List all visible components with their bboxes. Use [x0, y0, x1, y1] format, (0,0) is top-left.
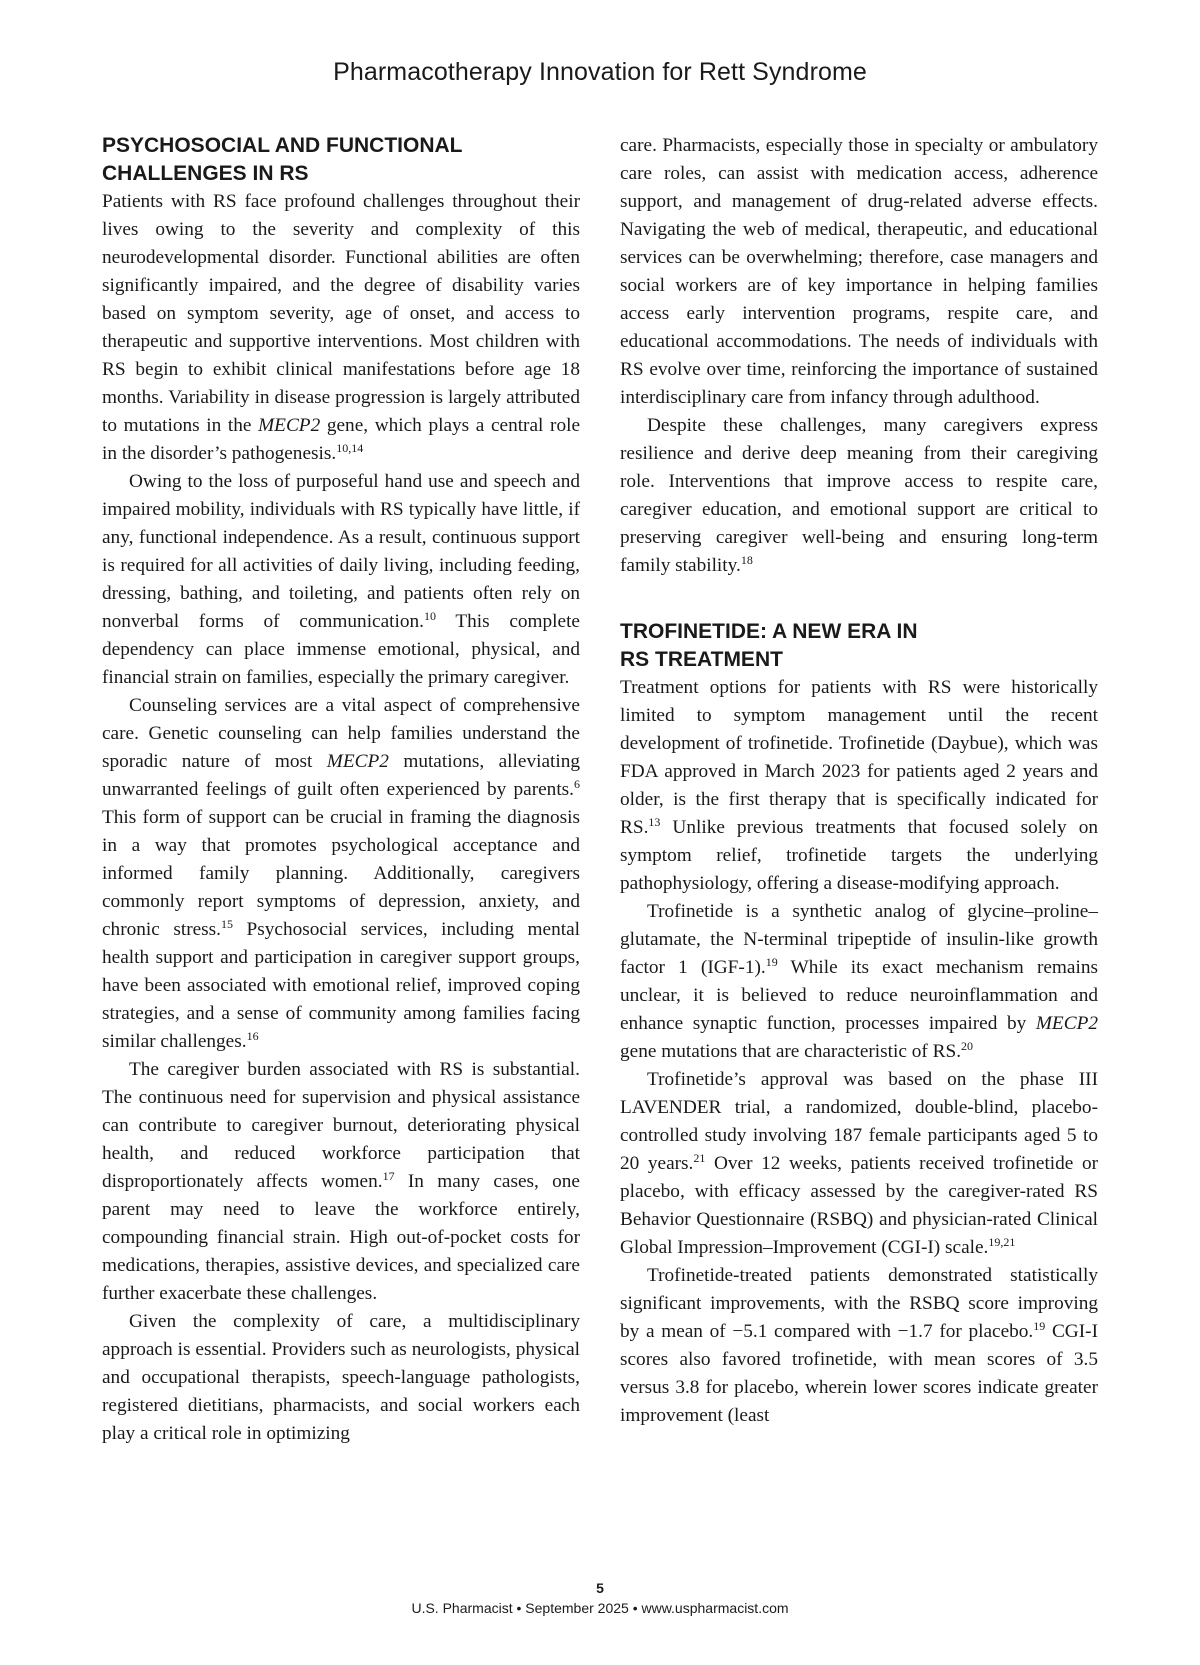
text-run: This form of support can be crucial in framing the diagnosis in a way that promotes psychological acceptance and informed family planning. Additionally, caregivers commonly report symptoms of depression, anxiety, and chronic stress.: [102, 807, 580, 940]
citation: 6: [574, 777, 580, 791]
section-heading-trofinetide: [620, 618, 1098, 674]
text-run: gene, which plays a central role in the disorder’s pathogenesis.: [102, 415, 580, 464]
page-number: 5: [596, 1580, 604, 1596]
paragraph: [620, 898, 1098, 1066]
text-run: Trofinetide-treated patients demonstrated statistically significant improvements, with the RSBQ score improving by a mean of −5.1 compared with −1.7 for placebo.: [620, 1265, 1098, 1342]
text-run: CGI-I scores also favored trofinetide, with mean scores of 3.5 versus 3.8 for placebo, wherein lower scores indicate greater improvement (least: [620, 1321, 1098, 1426]
gene-name: MECP2: [258, 415, 321, 436]
citation: 16: [246, 1029, 259, 1043]
text-run: Trofinetide is a synthetic analog of glycine–proline–glutamate, the N-terminal tripeptide of insulin-like growth factor 1 (IGF-1).: [620, 901, 1098, 978]
paragraph: [102, 468, 580, 692]
text-run: Patients with RS face profound challenges throughout their lives owing to the severity and complexity of this neurodevelopmental disorder. Functional abilities are often significantly impaired, and the degree of disability varies based on symptom severity, age of onset, and access to therapeutic and supportive interventions. Most children with RS begin to exhibit clinical manifestations before age 18 months. Variability in disease progression is largely attributed to mutations in the: [102, 191, 580, 436]
citation: 10,14: [336, 441, 364, 455]
text-run: In many cases, one parent may need to leave the workforce entirely, compounding financial strain. High out-of-pocket costs for medications, therapies, assistive devices, and specialized care further exacerbate these challenges.: [102, 1171, 580, 1304]
text-run: Owing to the loss of purposeful hand use and speech and impaired mobility, individuals with RS typically have little, if any, functional independence. As a result, continuous support is required for all activities of daily living, including feeding, dressing, bathing, and toileting, and patients often rely on nonverbal forms of communication.: [102, 471, 580, 632]
paragraph: [102, 1056, 580, 1308]
heading-line: CHALLENGES IN RS: [102, 162, 309, 185]
heading-line: RS TREATMENT: [620, 648, 783, 671]
paragraph: [620, 1066, 1098, 1262]
citation: 19,21: [988, 1235, 1016, 1249]
paragraph: [620, 132, 1098, 412]
gene-name: MECP2: [1035, 1013, 1098, 1034]
text-run: The caregiver burden associated with RS is substantial. The continuous need for supervision and physical assistance can contribute to caregiver burnout, deteriorating physical health, and reduced workforce participation that disproportionately affects women.: [102, 1059, 580, 1192]
paragraph: [620, 412, 1098, 580]
citation: 10: [424, 609, 436, 623]
citation: 19: [1033, 1319, 1046, 1333]
citation: 18: [740, 553, 753, 567]
text-run: Psychosocial services, including mental health support and participation in caregiver support groups, have been associated with emotional relief, improved coping strategies, and a sense of community among families facing similar challenges.: [102, 919, 580, 1052]
text-run: gene mutations that are characteristic of RS.: [620, 1041, 962, 1062]
text-run: Despite these challenges, many caregivers express resilience and derive deep meaning from their caregiving role. Interventions that improve access to respite care, caregiver education, and emotional support are critical to preserving caregiver well-being and ensuring long-term family stability.: [620, 415, 1098, 576]
paragraph: [620, 1262, 1098, 1430]
paragraph: [102, 692, 580, 1056]
text-run: This complete dependency can place immense emotional, physical, and financial strain on families, especially the primary caregiver.: [102, 611, 580, 688]
text-run: mutations, alleviating unwarranted feelings of guilt often experienced by parents.: [102, 751, 580, 800]
text-run: Unlike previous treatments that focused solely on symptom relief, trofinetide targets the underlying pathophysiology, offering a disease-modifying approach.: [620, 817, 1098, 894]
text-run: Over 12 weeks, patients received trofinetide or placebo, with efficacy assessed by the caregiver-rated RS Behavior Questionnaire (RSBQ) and physician-rated Clinical Global Impression–Improvement (CGI-I) scale.: [620, 1153, 1099, 1258]
text-run: Trofinetide’s approval was based on the phase III LAVENDER trial, a randomized, double-blind, placebo-controlled study involving 187 female participants aged 5 to 20 years.: [620, 1069, 1098, 1174]
right-column: [620, 132, 1098, 1430]
paragraph: [620, 674, 1098, 898]
citation: 19: [765, 955, 778, 969]
text-run: Given the complexity of care, a multidisciplinary approach is essential. Providers such as neurologists, physical and occupational therapists, speech-language pathologists, registered dietitians, pharmacists, and social workers each play a critical role in optimizing: [102, 1311, 580, 1444]
citation: 13: [648, 815, 661, 829]
text-run: Treatment options for patients with RS were historically limited to symptom management until the recent development of trofinetide. Trofinetide (Daybue), which was FDA approved in March 2023 for patients aged 2 years and older, is the first therapy that is specifically indicated for RS.: [620, 677, 1098, 838]
section-heading-psychosocial: [102, 132, 580, 188]
citation: 17: [382, 1169, 395, 1183]
text-run: While its exact mechanism remains unclear, it is believed to reduce neuroinflammation and enhance synaptic function, processes impaired by: [620, 957, 1098, 1034]
text-run: Counseling services are a vital aspect of comprehensive care. Genetic counseling can help families understand the sporadic nature of most: [102, 695, 580, 772]
footer-text: U.S. Pharmacist • September 2025 • www.uspharmacist.com: [411, 1600, 789, 1616]
text-run: care. Pharmacists, especially those in specialty or ambulatory care roles, can assist with medication access, adherence support, and management of drug-related adverse effects. Navigating the web of medical, therapeutic, and educational services can be overwhelming; therefore, case managers and social workers are of key importance in helping families access early intervention programs, respite care, and educational accommodations. The needs of individuals with RS evolve over time, reinforcing the importance of sustained interdisciplinary care from infancy through adulthood.: [620, 135, 1098, 408]
running-title: Pharmacotherapy Innovation for Rett Syndrome: [333, 58, 867, 86]
citation: 20: [961, 1039, 974, 1053]
citation: 21: [693, 1151, 706, 1165]
left-column: [102, 132, 580, 1448]
gene-name: MECP2: [326, 751, 389, 772]
heading-line: TROFINETIDE: A NEW ERA IN: [620, 620, 918, 643]
paragraph: [102, 188, 580, 468]
paragraph: [102, 1308, 580, 1448]
citation: 15: [221, 917, 234, 931]
heading-line: PSYCHOSOCIAL AND FUNCTIONAL: [102, 134, 463, 157]
